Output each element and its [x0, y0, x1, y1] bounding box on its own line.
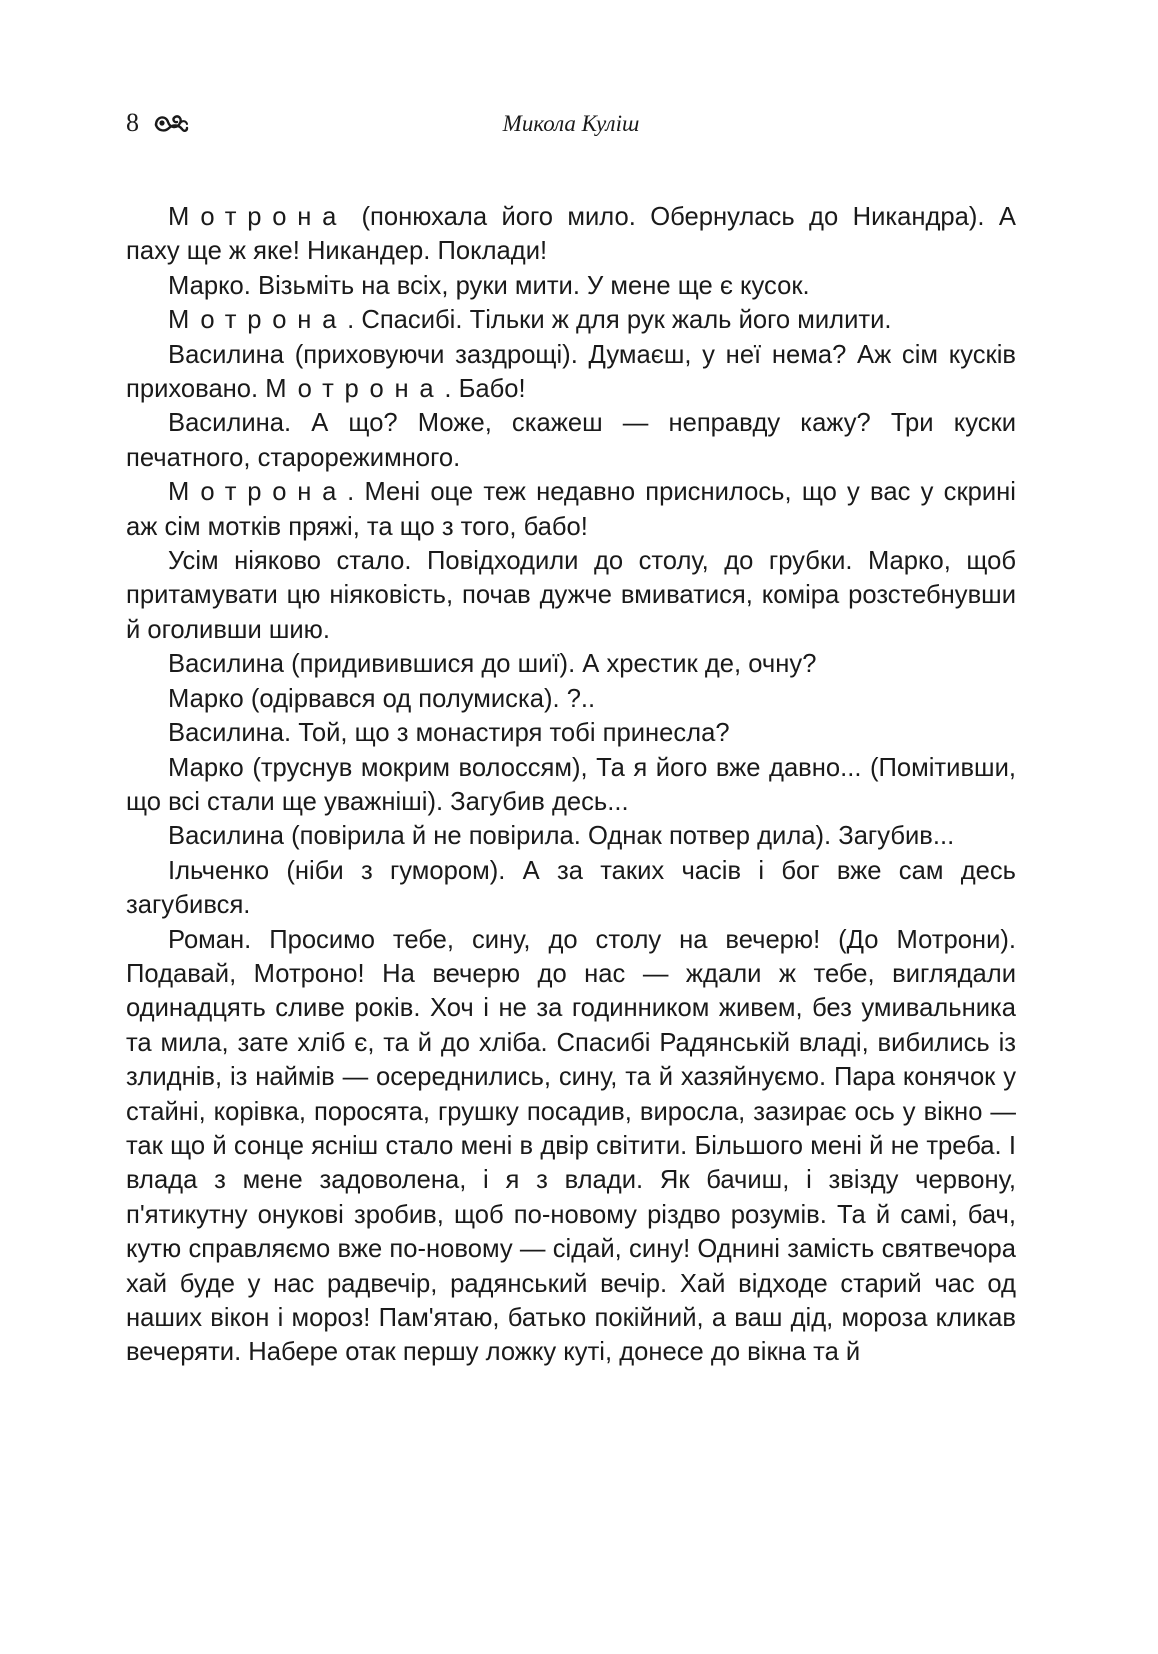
- page-number: 8: [126, 108, 139, 137]
- speaker-name: Мотрона: [168, 306, 348, 335]
- speaker-name: Мотрона: [265, 375, 445, 404]
- paragraph-text: Марко (труснув мокрим волоссям), Та я його вже давно... (Помітивши, що всі стали ще уважніші). Загубив десь...: [126, 753, 1016, 816]
- paragraph: [126, 716, 1016, 750]
- paragraph-text: Василина (приховуючи заздрощі). Думаєш, у неї нема? Аж сім кусків приховано.: [126, 340, 1016, 404]
- paragraph-text: Ільченко (ніби з гумором). А за таких часів і бог вже сам десь загубився.: [126, 856, 1016, 920]
- paragraph: [126, 682, 1016, 716]
- paragraph-text: . Бабо!: [444, 375, 526, 404]
- paragraph: [126, 338, 1016, 407]
- paragraph: [126, 923, 1016, 1370]
- paragraph: [126, 647, 1016, 681]
- paragraph: [126, 544, 1016, 647]
- body-text: [126, 200, 1016, 1370]
- running-title: Микола Куліш: [502, 111, 640, 136]
- paragraph: [126, 406, 1016, 475]
- paragraph-text: . Спасибі. Тільки ж для рук жаль його милити.: [347, 306, 892, 335]
- paragraph: [126, 200, 1016, 269]
- speaker-name: Мотрона: [168, 478, 348, 507]
- paragraph-text: Василина (придивившися до шиї). А хрестик де, очну?: [168, 650, 817, 679]
- paragraph-text: (понюхала його мило. Обернулась до Никандра). А паху ще ж яке! Никандер. Поклади!: [126, 203, 1016, 266]
- paragraph-text: Марко. Візьміть на всіх, руки мити. У мене ще є кусок.: [168, 271, 810, 300]
- paragraph: [126, 303, 1016, 337]
- page-header: [126, 108, 1016, 148]
- paragraph-text: Василина. А що? Може, скажеш — неправду кажу? Три куски печатного, старорежимного.: [126, 409, 1016, 472]
- speaker-name: Мотрона: [168, 203, 348, 231]
- paragraph-text: Роман. Просимо тебе, сину, до столу на вечерю! (До Мотрони). Подавай, Мотроно! На вечерю до нас — ждали ж тебе, виглядали одинадцять сливе років. Хоч і не за годинником живем, без умивальника та мила, зате хліб є, та й до хліба. Спасибі Радянській владі, вибились із злиднів, із наймів — осереднились, сину, та й хазяйнуємо. Пара конячок у стайні, корівка, поросята, грушку посадив, виросла, зазирає ось у вікно — так що й сонце ясніш стало мені в двір світити. Більшого мені й не треба. І влада з мене задоволена, і я з влади. Як бачиш, і звізду червону, п'ятикутну онукові зробив, щоб по-новому різдво розумів. Та й самі, бач, кутю справляємо вже по-новому — сідай, сину! Однині замість святвечора хай буде у нас радвечір, радянський вечір. Хай відходе старий час од наших вікон і мороз! Пам'ятаю, батько покійний, а ваш дід, мороза кликав вечеряти. Набере отак першу ложку куті, донесе до вікна та й: [126, 925, 1016, 1367]
- paragraph: [126, 854, 1016, 923]
- paragraph-text: Василина. Той, що з монастиря тобі принесла?: [168, 719, 730, 748]
- paragraph-text: Усім ніяково стало. Повідходили до столу, до грубки. Марко, щоб притамувати цю ніяковість, почав дужче вмиватися, коміра розстебнувши й оголивши шию.: [126, 547, 1016, 644]
- paragraph: [126, 751, 1016, 820]
- paragraph-text: Василина (повірила й не повірила. Однак потвер дила). Загубив...: [168, 822, 955, 851]
- paragraph-text: . Мені оце теж недавно приснилось, що у вас у скрині аж сім мотків пряжі, та що з того, бабо!: [126, 478, 1016, 541]
- paragraph: [126, 819, 1016, 853]
- paragraph: [126, 269, 1016, 303]
- paragraph-text: Марко (одірвався од полумиска). ?..: [168, 684, 596, 713]
- paragraph: [126, 475, 1016, 544]
